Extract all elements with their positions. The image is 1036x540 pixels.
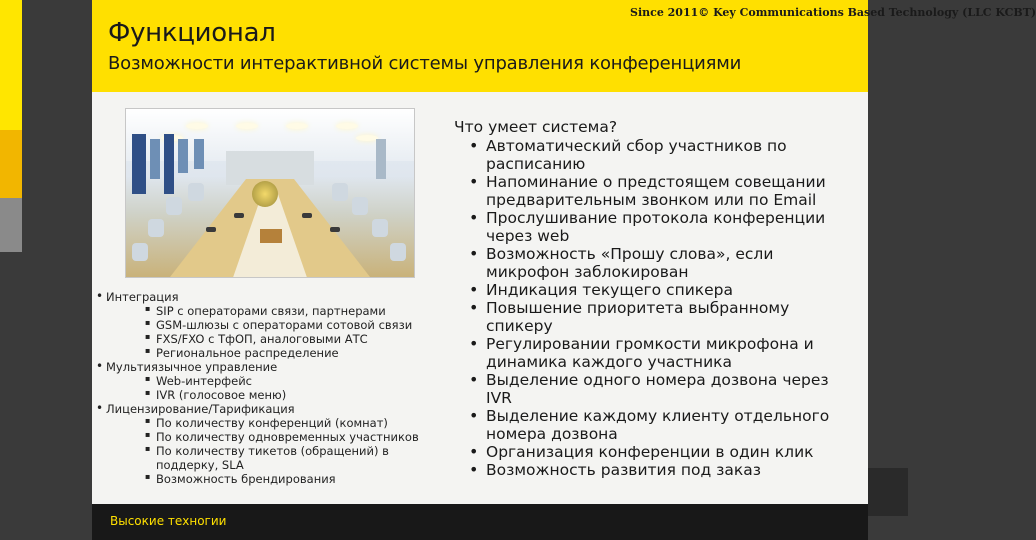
feature-item [486, 281, 733, 299]
feature-item [486, 173, 826, 209]
list-item-integration: • Интеграция [106, 290, 179, 304]
feature-item-line: • Напоминание о предстоящем совещании [486, 173, 826, 191]
feature-item-line: динамика каждого участника [486, 353, 733, 371]
feature-item-line: IVR [486, 389, 512, 407]
feature-item-line: предварительным звонком или по Email [486, 191, 817, 209]
list-subitem: ▪ IVR (голосовое меню) [156, 388, 286, 402]
list-subitem: ▪ FXS/FXO с ТфОП, аналоговыми АТС [156, 332, 368, 346]
feature-item-line: • Возможность «Прошу слова», если [486, 245, 774, 263]
conference-hall-photo [125, 108, 415, 278]
slide-subtitle: Возможности интерактивной системы управления конференциями [108, 53, 742, 74]
list-subitem-continuation: поддерку, SLA [156, 458, 244, 472]
feature-item [486, 371, 829, 407]
slide-title: Функционал [108, 18, 276, 48]
feature-item-line: микрофон заблокирован [486, 263, 689, 281]
feature-item-line: • Возможность развития под заказ [486, 461, 761, 479]
feature-item [486, 209, 825, 245]
right-accent-box [868, 468, 908, 516]
feature-item [486, 461, 761, 479]
feature-item [486, 407, 829, 443]
feature-item-line: • Автоматический сбор участников по [486, 137, 787, 155]
feature-item [486, 335, 814, 371]
feature-item-line: • Регулировании громкости микрофона и [486, 335, 814, 353]
feature-item [486, 137, 787, 173]
feature-item [486, 299, 789, 335]
feature-item-line: спикеру [486, 317, 553, 335]
list-subitem: ▪ GSM-шлюзы с операторами сотовой связи [156, 318, 412, 332]
list-subitem: ▪ По количеству тикетов (обращений) в [156, 444, 389, 458]
feature-item-line: • Повышение приоритета выбранному [486, 299, 790, 317]
feature-item-line: • Организация конференции в один клик [486, 443, 814, 461]
list-subitem: ▪ SIP с операторами связи, партнерами [156, 304, 386, 318]
list-item-licensing: • Лицензирование/Тарификация [106, 402, 295, 416]
left-accent-orange [0, 130, 22, 198]
list-item-multilang: • Мультиязычное управление [106, 360, 277, 374]
feature-item-line: • Индикация текущего спикера [486, 281, 734, 299]
footer-text: Высокие техногии [110, 514, 227, 528]
feature-item [486, 245, 773, 281]
copyright-watermark: Since 2011© Key Communications Based Technology (LLC KCBT) [630, 6, 1036, 19]
feature-item-line: расписанию [486, 155, 586, 173]
feature-item-line: через web [486, 227, 570, 245]
feature-item-line: номера дозвона [486, 425, 618, 443]
list-subitem: ▪ По количеству конференций (комнат) [156, 416, 388, 430]
presentation-slide [92, 0, 1036, 540]
list-subitem: ▪ Возможность брендирования [156, 472, 336, 486]
feature-item-line: • Выделение каждому клиенту отдельного [486, 407, 830, 425]
feature-item [486, 443, 814, 461]
feature-item-line: • Выделение одного номера дозвона через [486, 371, 829, 389]
list-subitem: ▪ По количеству одновременных участников [156, 430, 419, 444]
list-subitem: ▪ Web-интерфейс [156, 374, 252, 388]
left-accent-gray [0, 198, 22, 252]
left-accent-yellow [0, 0, 22, 130]
feature-item-line: • Прослушивание протокола конференции [486, 209, 826, 227]
list-subitem: ▪ Региональное распределение [156, 346, 339, 360]
features-heading: Что умеет система? [454, 118, 618, 136]
slide-footer [92, 504, 868, 540]
